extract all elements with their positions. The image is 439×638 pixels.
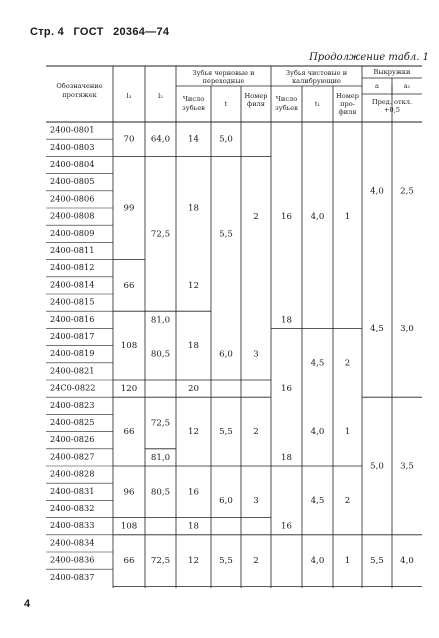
header-pitch-t: t [224,100,228,108]
rough-tooth-count: 12 [188,427,199,438]
header-l3: l₃ [126,92,132,100]
l3-value: 96 [123,487,135,498]
finish-pitch-value: 4,0 [310,427,325,438]
rough-pitch-value: 5,5 [219,556,233,567]
header-tooth-count: Число [182,95,205,103]
rough-tooth-count: 16 [188,487,199,498]
l2-value: 80,5 [150,487,171,498]
designation-code: 2400-0823 [50,399,95,410]
l2-value: 80,5 [150,349,171,360]
designation-code: 2400-0806 [50,193,95,204]
recess-a1-value: 4,0 [400,556,414,567]
finish-tooth-count: 18 [281,452,292,463]
rough-tooth-count: 18 [188,203,199,214]
header-tolerance: Пред. откл. [371,98,413,106]
header-rough-teeth: переходные [202,77,245,85]
header-finish-teeth: Зубья чистовые и [285,69,348,77]
designation-code: 2400-0834 [50,537,95,548]
l3-value: 66 [123,280,135,291]
rough-profile-number: 2 [253,427,259,438]
page-label: Стр. 4 [30,26,65,38]
page-number: 4 [24,598,31,610]
l3-value: 99 [123,203,135,214]
l2-value: 81,0 [150,452,171,463]
designation-code: 2400-0805 [50,176,95,187]
recess-a1-value: 3,0 [400,323,414,334]
designation-code: 2400-0828 [50,468,95,479]
designation-code: 2400-0831 [50,485,95,496]
finish-profile-number: 1 [344,556,351,567]
header-finish-teeth: калибрующие [292,77,341,85]
finish-pitch-value: 4,0 [310,556,325,567]
recess-a-value: 4,0 [370,186,384,197]
recess-a-value: 4,5 [370,323,384,334]
header-tooth-count: зубьев [182,104,205,112]
rough-tooth-count: 20 [188,384,199,395]
header-profile: филя [338,108,357,116]
designation-code: 24С0-0822 [50,382,96,393]
l2-value: 72,5 [150,418,171,429]
header-profile: Номер [336,92,359,100]
finish-pitch-value: 4,5 [310,358,325,369]
header-profile: про- [340,100,355,108]
l3-value: 108 [120,521,138,532]
header-a1: a₁ [403,82,411,90]
header-designation: протяжек [62,91,97,99]
designation-code: 2400-0811 [50,245,95,255]
l3-value: 66 [123,427,135,438]
standard-label: ГОСТ [73,26,104,38]
header-recess: Выкружки [373,68,411,76]
rough-tooth-count: 14 [188,134,199,145]
designation-code: 2400-0819 [50,348,95,359]
finish-profile-number: 2 [344,358,351,369]
designation-code: 2400-0825 [50,417,95,427]
header-tolerance: +0,5 [383,106,401,114]
designation-code: 2400-0832 [50,503,95,513]
designation-code: 2400-0816 [50,313,95,324]
finish-tooth-count: 18 [281,315,292,326]
header-profile: Номер [244,92,268,100]
designation-code: 2400-0815 [50,296,95,307]
rough-tooth-count: 18 [188,521,199,532]
recess-a-value: 5,0 [370,461,384,472]
l3-value: 70 [123,134,135,145]
designation-code: 2400-0804 [50,159,95,169]
l3-value: 66 [123,556,135,567]
header-rough-teeth: Зубья черновые и [192,69,255,77]
designation-code: 2400-0814 [50,279,95,290]
l3-value: 120 [120,384,138,395]
rough-profile-number: 3 [253,349,259,360]
designation-code: 2400-0803 [50,141,95,152]
designation-code: 2400-0837 [50,571,95,582]
rough-pitch-value: 6,0 [219,349,233,360]
l2-value: 72,5 [150,556,171,567]
continuation-caption: Продолжение табл. 1 [309,52,429,63]
finish-profile-number: 1 [344,212,351,223]
header-a: a [375,82,379,90]
rough-pitch-value: 6,0 [219,495,233,506]
designation-code: 2400-0836 [50,554,95,565]
header-tooth-count: зубьев [275,104,298,112]
designation-code: 2400-0817 [50,331,95,341]
designation-code: 2400-0809 [50,227,95,238]
header-designation: Обозначение [56,82,103,90]
recess-a1-value: 3,5 [400,461,414,472]
finish-tooth-count: 16 [281,212,292,223]
designation-code: 2400-0826 [50,434,95,445]
designation-code: 2400-0833 [50,520,95,531]
rough-tooth-count: 18 [188,341,199,352]
designation-code: 2400-0821 [50,365,95,376]
rough-profile-number: 3 [253,495,259,506]
finish-pitch-value: 4,5 [310,495,325,506]
rough-tooth-count: 12 [188,280,199,291]
recess-a-value: 5,5 [370,556,384,567]
header-profile: филя [247,100,265,108]
header-tooth-count: Число [275,95,298,103]
l2-value: 81,0 [150,315,171,326]
designation-code: 2400-0801 [50,124,95,135]
rough-pitch-value: 5,5 [219,229,233,240]
l2-value: 72,5 [150,229,171,240]
header-l2: l₂ [158,92,163,100]
rough-pitch-value: 5,5 [219,427,233,438]
finish-tooth-count: 16 [281,384,292,395]
rough-pitch-value: 5,0 [219,134,233,145]
finish-profile-number: 2 [344,495,351,506]
designation-code: 2400-0812 [50,262,95,273]
finish-pitch-value: 4,0 [310,212,325,223]
header-pitch-t1: t₁ [314,100,321,108]
recess-a1-value: 2,5 [400,186,414,197]
l3-value: 108 [120,341,138,352]
designation-code: 2400-0808 [50,210,95,221]
finish-profile-number: 1 [344,427,351,438]
l2-value: 64,0 [150,134,171,145]
designation-code: 2400-0827 [50,451,95,462]
rough-tooth-count: 12 [188,556,199,567]
rough-profile-number: 2 [253,556,259,567]
finish-tooth-count: 16 [281,521,292,532]
standard-number: 20364—74 [113,26,170,38]
rough-profile-number: 2 [253,212,259,223]
